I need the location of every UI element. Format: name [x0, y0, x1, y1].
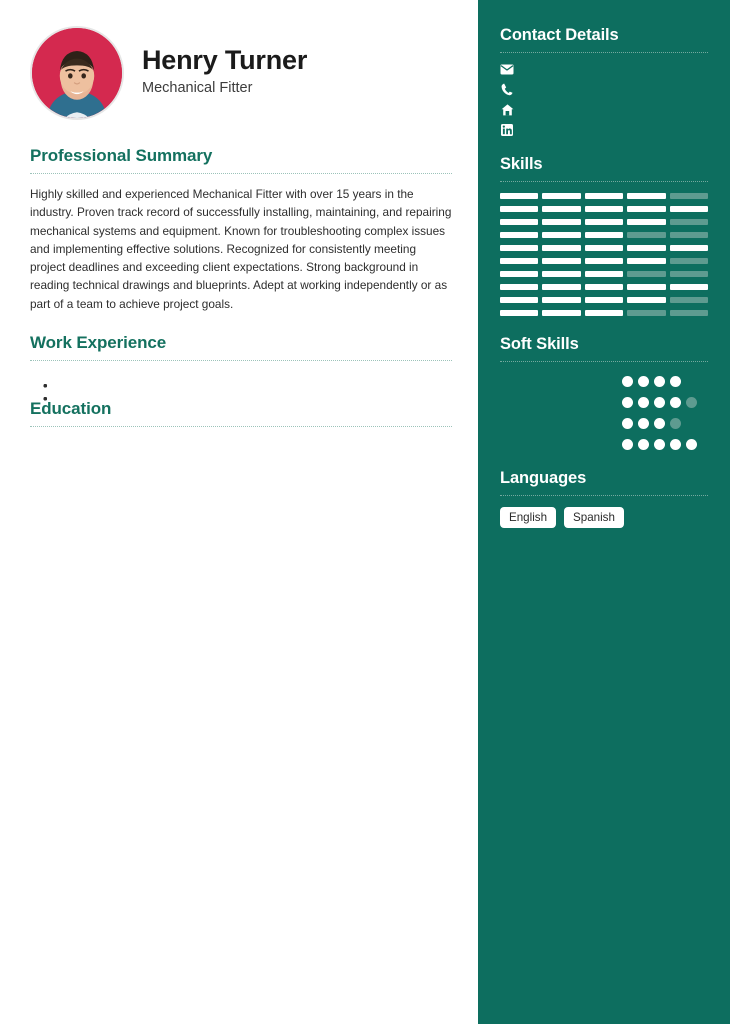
header-text — [142, 46, 307, 101]
skill-level-bar — [500, 219, 708, 225]
soft-skill-dot — [654, 376, 665, 387]
skill-segment — [585, 284, 623, 290]
skill-segment — [670, 271, 708, 277]
skill-segment — [542, 284, 580, 290]
skill-segment — [542, 297, 580, 303]
skill-segment — [627, 310, 665, 316]
skill-segment — [670, 206, 708, 212]
soft-skills-section — [500, 335, 708, 450]
skill-segment — [670, 219, 708, 225]
skill-item — [500, 193, 708, 199]
skill-segment — [542, 219, 580, 225]
section-divider — [30, 173, 452, 174]
soft-skill-dot — [638, 418, 649, 429]
skill-segment — [627, 284, 665, 290]
section-divider — [500, 52, 708, 53]
skill-segment — [500, 310, 538, 316]
skill-segment — [500, 232, 538, 238]
skill-segment — [585, 271, 623, 277]
envelope-icon — [500, 64, 514, 75]
job-title: Mechanical Fitter — [142, 80, 253, 97]
soft-skills-heading: Soft Skills — [500, 335, 579, 353]
skill-item — [500, 245, 708, 251]
skill-segment — [500, 271, 538, 277]
skill-level-bar — [500, 258, 708, 264]
skills-heading: Skills — [500, 155, 543, 173]
education-entry-list — [30, 438, 452, 452]
professional-summary-section — [30, 146, 452, 313]
skill-segment — [500, 206, 538, 212]
contact-item[interactable] — [500, 104, 708, 116]
work-entry-list — [30, 372, 452, 385]
section-divider — [500, 361, 708, 362]
skill-segment — [627, 232, 665, 238]
skill-segment — [670, 245, 708, 251]
soft-skill-dot — [622, 376, 633, 387]
skill-segment — [500, 284, 538, 290]
soft-skill-rating — [622, 394, 708, 408]
soft-skill-dot — [622, 418, 633, 429]
skill-level-bar — [500, 271, 708, 277]
skill-segment — [542, 271, 580, 277]
skill-segment — [542, 245, 580, 251]
languages-heading: Languages — [500, 469, 587, 487]
education-section — [30, 399, 452, 452]
soft-skill-dot — [670, 397, 681, 408]
work-experience-section — [30, 333, 452, 385]
soft-skill-rating — [622, 436, 708, 450]
skill-item — [500, 284, 708, 290]
soft-skill-dot — [670, 376, 681, 387]
soft-skill-dot — [670, 418, 681, 429]
section-divider — [30, 360, 452, 361]
soft-skill-dot — [654, 439, 665, 450]
skill-segment — [670, 297, 708, 303]
skill-level-bar — [500, 284, 708, 290]
soft-skill-dot — [654, 397, 665, 408]
skill-segment — [500, 245, 538, 251]
linkedin-icon — [500, 124, 514, 136]
skill-segment — [670, 310, 708, 316]
skill-segment — [670, 258, 708, 264]
avatar — [30, 26, 124, 120]
skill-segment — [627, 193, 665, 199]
skill-segment — [585, 206, 623, 212]
skill-level-bar — [500, 193, 708, 199]
contact-item[interactable] — [500, 64, 708, 75]
skill-segment — [500, 258, 538, 264]
sidebar — [478, 0, 730, 1024]
soft-skill-dot — [670, 439, 681, 450]
skills-section — [500, 155, 708, 316]
skill-level-bar — [500, 297, 708, 303]
skill-segment — [500, 193, 538, 199]
section-divider — [30, 426, 452, 427]
skill-segment — [542, 310, 580, 316]
soft-skill-dot — [622, 439, 633, 450]
skill-segment — [627, 297, 665, 303]
skill-item — [500, 297, 708, 303]
language-tag[interactable]: English — [500, 507, 556, 528]
skill-segment — [542, 193, 580, 199]
skill-segment — [670, 284, 708, 290]
soft-skill-dot — [638, 397, 649, 408]
skill-segment — [670, 193, 708, 199]
skill-segment — [500, 297, 538, 303]
contact-heading: Contact Details — [500, 26, 619, 44]
home-icon — [500, 104, 514, 116]
soft-skill-dot — [638, 376, 649, 387]
contact-details-section — [500, 26, 708, 136]
skill-item — [500, 310, 708, 316]
skill-segment — [585, 310, 623, 316]
page-title: Henry Turner — [142, 44, 308, 75]
soft-skill-rating — [622, 373, 708, 387]
soft-skill-item — [500, 394, 708, 408]
summary-heading: Professional Summary — [30, 146, 213, 165]
soft-skills-list — [500, 373, 708, 450]
skill-item — [500, 271, 708, 277]
section-divider — [500, 495, 708, 496]
work-heading: Work Experience — [30, 332, 167, 352]
skill-segment — [585, 193, 623, 199]
contact-item[interactable] — [500, 124, 708, 136]
skill-level-bar — [500, 206, 708, 212]
skill-segment — [627, 258, 665, 264]
skill-level-bar — [500, 245, 708, 251]
skill-segment — [585, 297, 623, 303]
skill-segment — [627, 219, 665, 225]
language-tag[interactable]: Spanish — [564, 507, 624, 528]
skill-segment — [627, 206, 665, 212]
skill-segment — [585, 245, 623, 251]
phone-icon — [500, 83, 514, 96]
skill-segment — [627, 271, 665, 277]
skill-segment — [585, 232, 623, 238]
skill-segment — [542, 258, 580, 264]
skill-segment — [542, 232, 580, 238]
summary-text: Highly skilled and experienced Mechanical Fitter with over 15 years in the industry. Proven track record of successfully installing, maintaining, and repairing mechanical systems and equipment. Known for troubleshooting complex issues and implementing effective solutions. Recognized for consistently meeting project deadlines and exceeding client expectations. Strong background in reading technical drawings and blueprints. Adept at working independently or as part of a team to achieve project goals. — [30, 187, 452, 311]
skill-segment — [585, 219, 623, 225]
skill-segment — [542, 206, 580, 212]
education-heading: Education — [30, 398, 112, 418]
skill-segment — [585, 258, 623, 264]
soft-skill-item — [500, 415, 708, 429]
skill-item — [500, 232, 708, 238]
soft-skill-dot — [638, 439, 649, 450]
skill-segment — [500, 219, 538, 225]
contact-list — [500, 64, 708, 136]
skill-level-bar — [500, 310, 708, 316]
contact-item[interactable] — [500, 83, 708, 96]
resume-header — [30, 26, 452, 120]
soft-skill-rating — [622, 415, 708, 429]
soft-skill-dot — [622, 397, 633, 408]
soft-skill-dot — [686, 439, 697, 450]
soft-skill-item — [500, 436, 708, 450]
skill-segment — [670, 232, 708, 238]
section-divider — [500, 181, 708, 182]
soft-skill-item — [500, 373, 708, 387]
skill-level-bar — [500, 232, 708, 238]
skill-item — [500, 206, 708, 212]
skills-list — [500, 193, 708, 316]
skill-item — [500, 219, 708, 225]
skill-segment — [627, 245, 665, 251]
languages-list — [500, 507, 708, 528]
soft-skill-dot — [654, 418, 665, 429]
languages-section — [500, 469, 708, 528]
soft-skill-dot — [686, 397, 697, 408]
skill-item — [500, 258, 708, 264]
